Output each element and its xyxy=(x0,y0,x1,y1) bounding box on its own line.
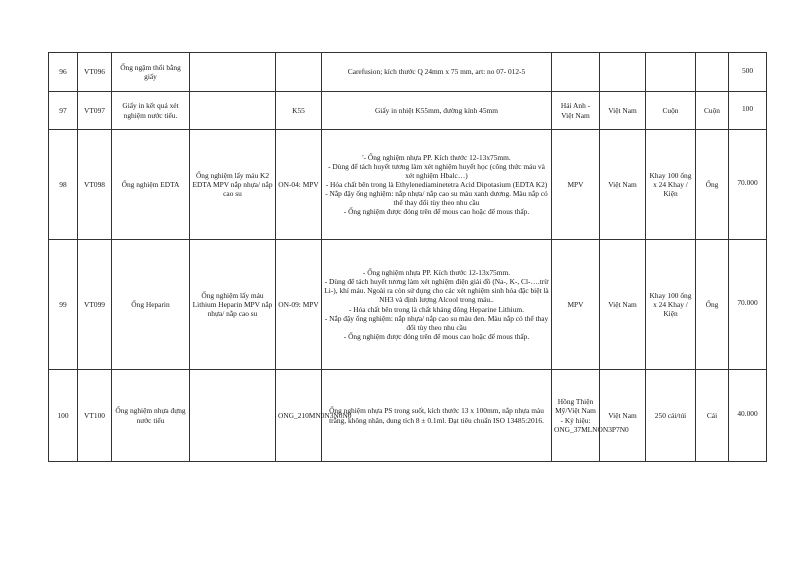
item-spec xyxy=(322,130,552,240)
table-row xyxy=(49,53,767,92)
table-row xyxy=(49,92,767,130)
item-origin: Việt Nam xyxy=(600,370,646,462)
item-code: VT100 xyxy=(78,370,112,462)
item-maker: MPV xyxy=(552,130,600,240)
item-name: Ống nghiệm EDTA xyxy=(112,130,190,240)
spec-line: - Ống nghiệm nhựa PP. Kích thước 12-13x75mm. xyxy=(362,268,511,278)
row-number: 97 xyxy=(49,92,78,130)
table-row xyxy=(49,130,767,240)
item-model: ON-09: MPV xyxy=(276,240,322,370)
row-number: 100 xyxy=(49,370,78,462)
item-model xyxy=(276,53,322,92)
item-spec xyxy=(322,240,552,370)
item-name: Ống ngậm thổi bằng giấy xyxy=(112,53,190,92)
item-name: Ống nghiệm nhựa đựng nước tiểu xyxy=(112,370,190,462)
item-spec xyxy=(322,53,552,92)
item-model: K55 xyxy=(276,92,322,130)
item-unit: Cuộn xyxy=(696,92,729,130)
spec-line: Ống nghiệm nhựa PS trong suốt, kích thước 13 x 100mm, nắp nhựa màu trắng, không nhãn, dung tích 8 ± 0.1ml. Đạt tiêu chuẩn ISO 13485:2016. xyxy=(329,406,544,425)
spec-line: - Ống nghiệm được đóng trên để mous cao hoặc để mous thấp. xyxy=(343,331,530,341)
item-quantity xyxy=(729,92,767,130)
item-unit: Cái xyxy=(696,370,729,462)
item-maker: Hải Anh - Việt Nam xyxy=(552,92,600,130)
spec-line: Giấy in nhiệt K55mm, đường kính 45mm xyxy=(374,105,499,115)
spec-line: - Dùng để tách huyết tương làm xét nghiệm điện giải đồ (Na-, K-, Cl-….trừ Li-), khí máu. Ngoài ra còn sử dụng cho các xét nghiệm sinh hóa đặc biệt là NH3 và định lượng Alcool trong máu.. xyxy=(324,277,549,305)
item-description: Ống nghiệm lấy máu K2 EDTA MPV nắp nhựa/ nắp cao su xyxy=(190,130,276,240)
table-row xyxy=(49,240,767,370)
item-code: VT097 xyxy=(78,92,112,130)
item-quantity xyxy=(729,240,767,370)
quantity-value: 100 xyxy=(741,104,754,114)
item-code: VT098 xyxy=(78,130,112,240)
spec-line: - Nắp đậy ống nghiệm: nắp nhựa/ nắp cao su màu xanh dương. Màu nắp có thể thay đổi tùy theo nhu cầu xyxy=(325,189,548,208)
item-maker: MPV xyxy=(552,240,600,370)
item-unit: Ống xyxy=(696,130,729,240)
item-quantity xyxy=(729,370,767,462)
item-packaging xyxy=(646,53,696,92)
item-name: Giấy in kết quả xét nghiệm nước tiểu. xyxy=(112,92,190,130)
item-origin: Việt Nam xyxy=(600,240,646,370)
quantity-value: 500 xyxy=(741,65,754,75)
row-number: 98 xyxy=(49,130,78,240)
item-quantity xyxy=(729,53,767,92)
quantity-value: 70.000 xyxy=(737,178,758,188)
spec-line: '- Ống nghiệm nhựa PP. Kích thước 12-13x75mm. xyxy=(362,152,511,162)
item-unit xyxy=(696,53,729,92)
item-description: Ống nghiệm lấy máu Lithium Heparin MPV nắp nhựa/ nắp cao su xyxy=(190,240,276,370)
item-origin: Việt Nam xyxy=(600,130,646,240)
item-model: ONG_210MN0N3N0N0 xyxy=(276,370,322,462)
spec-line: - Nắp đậy ống nghiệm: nắp nhựa/ nắp cao su màu đen. Màu nắp có thể thay đổi tùy theo nhu cầu xyxy=(324,313,549,332)
item-spec xyxy=(322,92,552,130)
item-description xyxy=(190,370,276,462)
item-packaging: Khay 100 ống x 24 Khay / Kiện xyxy=(646,130,696,240)
row-number: 96 xyxy=(49,53,78,92)
item-description xyxy=(190,53,276,92)
item-maker: Hồng Thiện Mỹ/Việt Nam - Ký hiệu: ONG_37MLNON3P7N0 xyxy=(552,370,600,462)
item-origin xyxy=(600,53,646,92)
item-code: VT099 xyxy=(78,240,112,370)
quantity-value: 40.000 xyxy=(737,409,758,419)
item-packaging: 250 cái/túi xyxy=(646,370,696,462)
item-packaging: Cuộn xyxy=(646,92,696,130)
spec-line: - Ống nghiệm được đóng trên để mous cao hoặc để mous thấp. xyxy=(343,207,530,217)
item-unit: Ống xyxy=(696,240,729,370)
spec-line: Carefusion; kích thước Q 24mm x 75 mm, art: no 07- 012-5 xyxy=(347,67,526,77)
item-packaging: Khay 100 ống x 24 Khay / Kiện xyxy=(646,240,696,370)
item-maker xyxy=(552,53,600,92)
item-quantity xyxy=(729,130,767,240)
item-code: VT096 xyxy=(78,53,112,92)
item-origin: Việt Nam xyxy=(600,92,646,130)
spec-line: - Dùng để tách huyết tương làm xét nghiệm huyết học (công thức máu và xét nghiệm Hbalc…) xyxy=(328,161,545,180)
supply-table xyxy=(48,52,767,462)
item-model: ON-04: MPV xyxy=(276,130,322,240)
quantity-value: 70.000 xyxy=(737,298,758,308)
item-spec xyxy=(322,370,552,462)
item-description xyxy=(190,92,276,130)
row-number: 99 xyxy=(49,240,78,370)
table-row xyxy=(49,370,767,462)
spec-line: - Hóa chất bên trong là Ethylenediaminetetra Acid Dipotasium (EDTA K2) xyxy=(325,179,548,189)
item-name: Ống Heparin xyxy=(112,240,190,370)
spec-line: - Hóa chất bên trong là chất kháng đông Heparine Lithium. xyxy=(348,304,525,314)
